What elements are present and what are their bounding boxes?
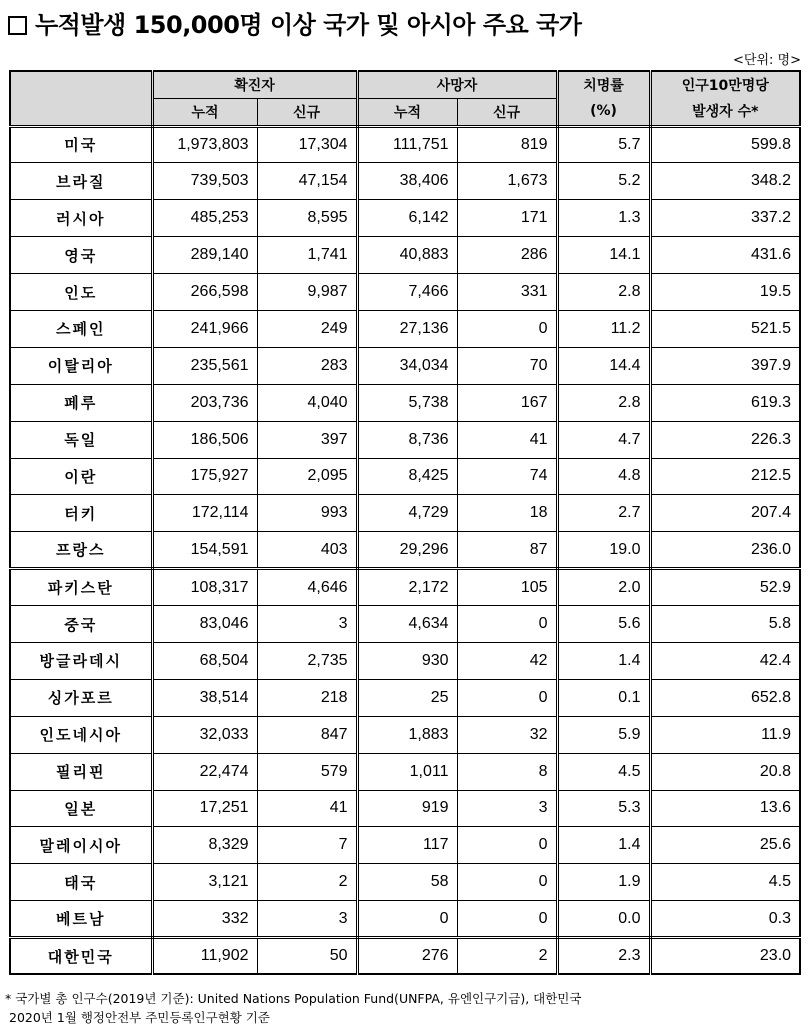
confirmed-new-cell: 2 [257, 864, 357, 901]
title-text: 누적발생 150,000명 이상 국가 및 아시아 주요 국가 [35, 11, 582, 39]
deaths-cumulative-cell: 27,136 [357, 310, 457, 347]
per100k-cell: 19.5 [650, 274, 800, 311]
table-row [10, 606, 800, 643]
confirmed-cumulative-cell: 38,514 [152, 679, 257, 716]
confirmed-new-cell: 4,646 [257, 569, 357, 606]
per100k-cell: 25.6 [650, 827, 800, 864]
fatality-rate-cell: 14.4 [557, 347, 650, 384]
table-row [10, 753, 800, 790]
per100k-cell: 212.5 [650, 458, 800, 495]
deaths-cumulative-cell: 8,425 [357, 458, 457, 495]
deaths-new-cell: 32 [457, 716, 557, 753]
per100k-cell: 207.4 [650, 495, 800, 532]
confirmed-new-cell: 17,304 [257, 126, 357, 163]
per100k-cell: 20.8 [650, 753, 800, 790]
confirmed-new-cell: 4,040 [257, 384, 357, 421]
deaths-cumulative-cell: 5,738 [357, 384, 457, 421]
header-confirmed-cumulative: 누적 [152, 98, 257, 126]
fatality-rate-cell: 1.4 [557, 642, 650, 679]
table-row [10, 495, 800, 532]
deaths-cumulative-cell: 2,172 [357, 569, 457, 606]
confirmed-cumulative-cell: 22,474 [152, 753, 257, 790]
table-row [10, 901, 800, 938]
fatality-rate-cell: 2.3 [557, 938, 650, 975]
per100k-cell: 4.5 [650, 864, 800, 901]
per100k-cell: 348.2 [650, 163, 800, 200]
header-deaths: 사망자 [357, 71, 557, 98]
table-row [10, 864, 800, 901]
deaths-new-cell: 0 [457, 864, 557, 901]
country-cell: 인도 [10, 274, 152, 311]
deaths-cumulative-cell: 276 [357, 938, 457, 975]
fatality-rate-cell: 1.3 [557, 200, 650, 237]
confirmed-cumulative-cell: 83,046 [152, 606, 257, 643]
country-cell: 미국 [10, 126, 152, 163]
deaths-new-cell: 1,673 [457, 163, 557, 200]
covid-country-table [9, 70, 801, 975]
country-cell: 페루 [10, 384, 152, 421]
table-row [10, 274, 800, 311]
confirmed-new-cell: 7 [257, 827, 357, 864]
page-title [8, 5, 581, 40]
footnote-line-2: 2020년 1월 행정안전부 주민등록인구현황 기준 [9, 1010, 270, 1025]
table-row [10, 384, 800, 421]
deaths-new-cell: 171 [457, 200, 557, 237]
confirmed-new-cell: 47,154 [257, 163, 357, 200]
country-cell: 태국 [10, 864, 152, 901]
footnote [5, 989, 581, 1027]
deaths-new-cell: 0 [457, 679, 557, 716]
per100k-cell: 11.9 [650, 716, 800, 753]
deaths-cumulative-cell: 40,883 [357, 237, 457, 274]
table-row [10, 310, 800, 347]
confirmed-new-cell: 2,735 [257, 642, 357, 679]
fatality-rate-cell: 5.9 [557, 716, 650, 753]
country-cell: 싱가포르 [10, 679, 152, 716]
confirmed-new-cell: 579 [257, 753, 357, 790]
country-cell: 파키스탄 [10, 569, 152, 606]
table-row [10, 200, 800, 237]
per100k-cell: 226.3 [650, 421, 800, 458]
fatality-rate-cell: 5.3 [557, 790, 650, 827]
per100k-cell: 0.3 [650, 901, 800, 938]
confirmed-cumulative-cell: 289,140 [152, 237, 257, 274]
unit-label: <단위: 명> [733, 53, 801, 68]
table-row [10, 679, 800, 716]
confirmed-new-cell: 3 [257, 901, 357, 938]
confirmed-cumulative-cell: 235,561 [152, 347, 257, 384]
deaths-new-cell: 8 [457, 753, 557, 790]
fatality-rate-cell: 19.0 [557, 532, 650, 569]
fatality-rate-cell: 2.8 [557, 274, 650, 311]
table-row [10, 126, 800, 163]
country-cell: 이탈리아 [10, 347, 152, 384]
table-row [10, 163, 800, 200]
deaths-cumulative-cell: 117 [357, 827, 457, 864]
per100k-cell: 23.0 [650, 938, 800, 975]
country-cell: 터키 [10, 495, 152, 532]
confirmed-cumulative-cell: 154,591 [152, 532, 257, 569]
deaths-new-cell: 70 [457, 347, 557, 384]
confirmed-new-cell: 9,987 [257, 274, 357, 311]
confirmed-cumulative-cell: 241,966 [152, 310, 257, 347]
confirmed-new-cell: 2,095 [257, 458, 357, 495]
confirmed-cumulative-cell: 332 [152, 901, 257, 938]
confirmed-cumulative-cell: 203,736 [152, 384, 257, 421]
per100k-cell: 42.4 [650, 642, 800, 679]
deaths-new-cell: 18 [457, 495, 557, 532]
deaths-cumulative-cell: 0 [357, 901, 457, 938]
country-cell: 인도네시아 [10, 716, 152, 753]
confirmed-cumulative-cell: 17,251 [152, 790, 257, 827]
table-row [10, 716, 800, 753]
per100k-cell: 521.5 [650, 310, 800, 347]
confirmed-new-cell: 3 [257, 606, 357, 643]
deaths-cumulative-cell: 919 [357, 790, 457, 827]
per100k-cell: 431.6 [650, 237, 800, 274]
confirmed-cumulative-cell: 8,329 [152, 827, 257, 864]
fatality-rate-cell: 2.7 [557, 495, 650, 532]
per100k-cell: 337.2 [650, 200, 800, 237]
header-fatality-rate-unit: (%) [557, 98, 650, 126]
deaths-cumulative-cell: 4,729 [357, 495, 457, 532]
deaths-new-cell: 167 [457, 384, 557, 421]
table-row [10, 421, 800, 458]
confirmed-cumulative-cell: 175,927 [152, 458, 257, 495]
header-deaths-new: 신규 [457, 98, 557, 126]
confirmed-new-cell: 8,595 [257, 200, 357, 237]
deaths-new-cell: 0 [457, 827, 557, 864]
confirmed-cumulative-cell: 172,114 [152, 495, 257, 532]
deaths-new-cell: 0 [457, 606, 557, 643]
confirmed-cumulative-cell: 186,506 [152, 421, 257, 458]
deaths-cumulative-cell: 930 [357, 642, 457, 679]
confirmed-cumulative-cell: 32,033 [152, 716, 257, 753]
fatality-rate-cell: 2.0 [557, 569, 650, 606]
deaths-new-cell: 2 [457, 938, 557, 975]
per100k-cell: 619.3 [650, 384, 800, 421]
header-per100k-line2: 발생자 수* [650, 98, 800, 126]
table-row [10, 642, 800, 679]
country-cell: 중국 [10, 606, 152, 643]
deaths-cumulative-cell: 4,634 [357, 606, 457, 643]
deaths-cumulative-cell: 1,011 [357, 753, 457, 790]
confirmed-new-cell: 50 [257, 938, 357, 975]
deaths-new-cell: 331 [457, 274, 557, 311]
per100k-cell: 5.8 [650, 606, 800, 643]
fatality-rate-cell: 1.4 [557, 827, 650, 864]
deaths-cumulative-cell: 29,296 [357, 532, 457, 569]
confirmed-cumulative-cell: 3,121 [152, 864, 257, 901]
header-confirmed-new: 신규 [257, 98, 357, 126]
country-cell: 베트남 [10, 901, 152, 938]
deaths-cumulative-cell: 25 [357, 679, 457, 716]
header-fatality-rate: 치명률 [557, 71, 650, 98]
confirmed-new-cell: 218 [257, 679, 357, 716]
per100k-cell: 52.9 [650, 569, 800, 606]
header-deaths-cumulative: 누적 [357, 98, 457, 126]
deaths-cumulative-cell: 111,751 [357, 126, 457, 163]
deaths-new-cell: 0 [457, 310, 557, 347]
deaths-cumulative-cell: 8,736 [357, 421, 457, 458]
confirmed-new-cell: 1,741 [257, 237, 357, 274]
deaths-cumulative-cell: 6,142 [357, 200, 457, 237]
country-cell: 프랑스 [10, 532, 152, 569]
deaths-new-cell: 42 [457, 642, 557, 679]
country-cell: 필리핀 [10, 753, 152, 790]
deaths-new-cell: 74 [457, 458, 557, 495]
confirmed-cumulative-cell: 266,598 [152, 274, 257, 311]
table-row [10, 237, 800, 274]
deaths-cumulative-cell: 1,883 [357, 716, 457, 753]
per100k-cell: 236.0 [650, 532, 800, 569]
per100k-cell: 599.8 [650, 126, 800, 163]
table-row [10, 938, 800, 975]
footnote-line-1: * 국가별 총 인구수(2019년 기준): United Nations Population Fund(UNFPA, 유엔인구기금), 대한민국 [5, 991, 582, 1006]
fatality-rate-cell: 11.2 [557, 310, 650, 347]
confirmed-cumulative-cell: 68,504 [152, 642, 257, 679]
fatality-rate-cell: 2.8 [557, 384, 650, 421]
confirmed-cumulative-cell: 485,253 [152, 200, 257, 237]
deaths-new-cell: 105 [457, 569, 557, 606]
confirmed-new-cell: 397 [257, 421, 357, 458]
deaths-new-cell: 286 [457, 237, 557, 274]
fatality-rate-cell: 4.5 [557, 753, 650, 790]
confirmed-new-cell: 993 [257, 495, 357, 532]
country-cell: 말레이시아 [10, 827, 152, 864]
country-cell: 브라질 [10, 163, 152, 200]
deaths-new-cell: 819 [457, 126, 557, 163]
header-confirmed: 확진자 [152, 71, 357, 98]
confirmed-new-cell: 847 [257, 716, 357, 753]
country-cell: 이란 [10, 458, 152, 495]
checkbox-square-icon [8, 16, 27, 35]
confirmed-new-cell: 283 [257, 347, 357, 384]
deaths-new-cell: 0 [457, 901, 557, 938]
table-row [10, 827, 800, 864]
deaths-new-cell: 3 [457, 790, 557, 827]
country-cell: 러시아 [10, 200, 152, 237]
confirmed-cumulative-cell: 1,973,803 [152, 126, 257, 163]
fatality-rate-cell: 0.1 [557, 679, 650, 716]
deaths-cumulative-cell: 38,406 [357, 163, 457, 200]
fatality-rate-cell: 14.1 [557, 237, 650, 274]
per100k-cell: 397.9 [650, 347, 800, 384]
table-row [10, 347, 800, 384]
fatality-rate-cell: 5.6 [557, 606, 650, 643]
fatality-rate-cell: 4.7 [557, 421, 650, 458]
country-cell: 스페인 [10, 310, 152, 347]
table-row [10, 458, 800, 495]
country-cell: 일본 [10, 790, 152, 827]
fatality-rate-cell: 4.8 [557, 458, 650, 495]
fatality-rate-cell: 0.0 [557, 901, 650, 938]
deaths-new-cell: 87 [457, 532, 557, 569]
confirmed-new-cell: 403 [257, 532, 357, 569]
per100k-cell: 652.8 [650, 679, 800, 716]
per100k-cell: 13.6 [650, 790, 800, 827]
deaths-cumulative-cell: 34,034 [357, 347, 457, 384]
deaths-cumulative-cell: 58 [357, 864, 457, 901]
fatality-rate-cell: 5.7 [557, 126, 650, 163]
header-per100k: 인구10만명당 [650, 71, 800, 98]
confirmed-cumulative-cell: 739,503 [152, 163, 257, 200]
country-cell: 영국 [10, 237, 152, 274]
deaths-new-cell: 41 [457, 421, 557, 458]
fatality-rate-cell: 5.2 [557, 163, 650, 200]
confirmed-new-cell: 249 [257, 310, 357, 347]
country-cell: 대한민국 [10, 938, 152, 975]
country-cell: 방글라데시 [10, 642, 152, 679]
table-row [10, 569, 800, 606]
confirmed-cumulative-cell: 108,317 [152, 569, 257, 606]
table-row [10, 790, 800, 827]
confirmed-cumulative-cell: 11,902 [152, 938, 257, 975]
header-country [10, 71, 152, 126]
country-cell: 독일 [10, 421, 152, 458]
table-row [10, 532, 800, 569]
fatality-rate-cell: 1.9 [557, 864, 650, 901]
confirmed-new-cell: 41 [257, 790, 357, 827]
deaths-cumulative-cell: 7,466 [357, 274, 457, 311]
